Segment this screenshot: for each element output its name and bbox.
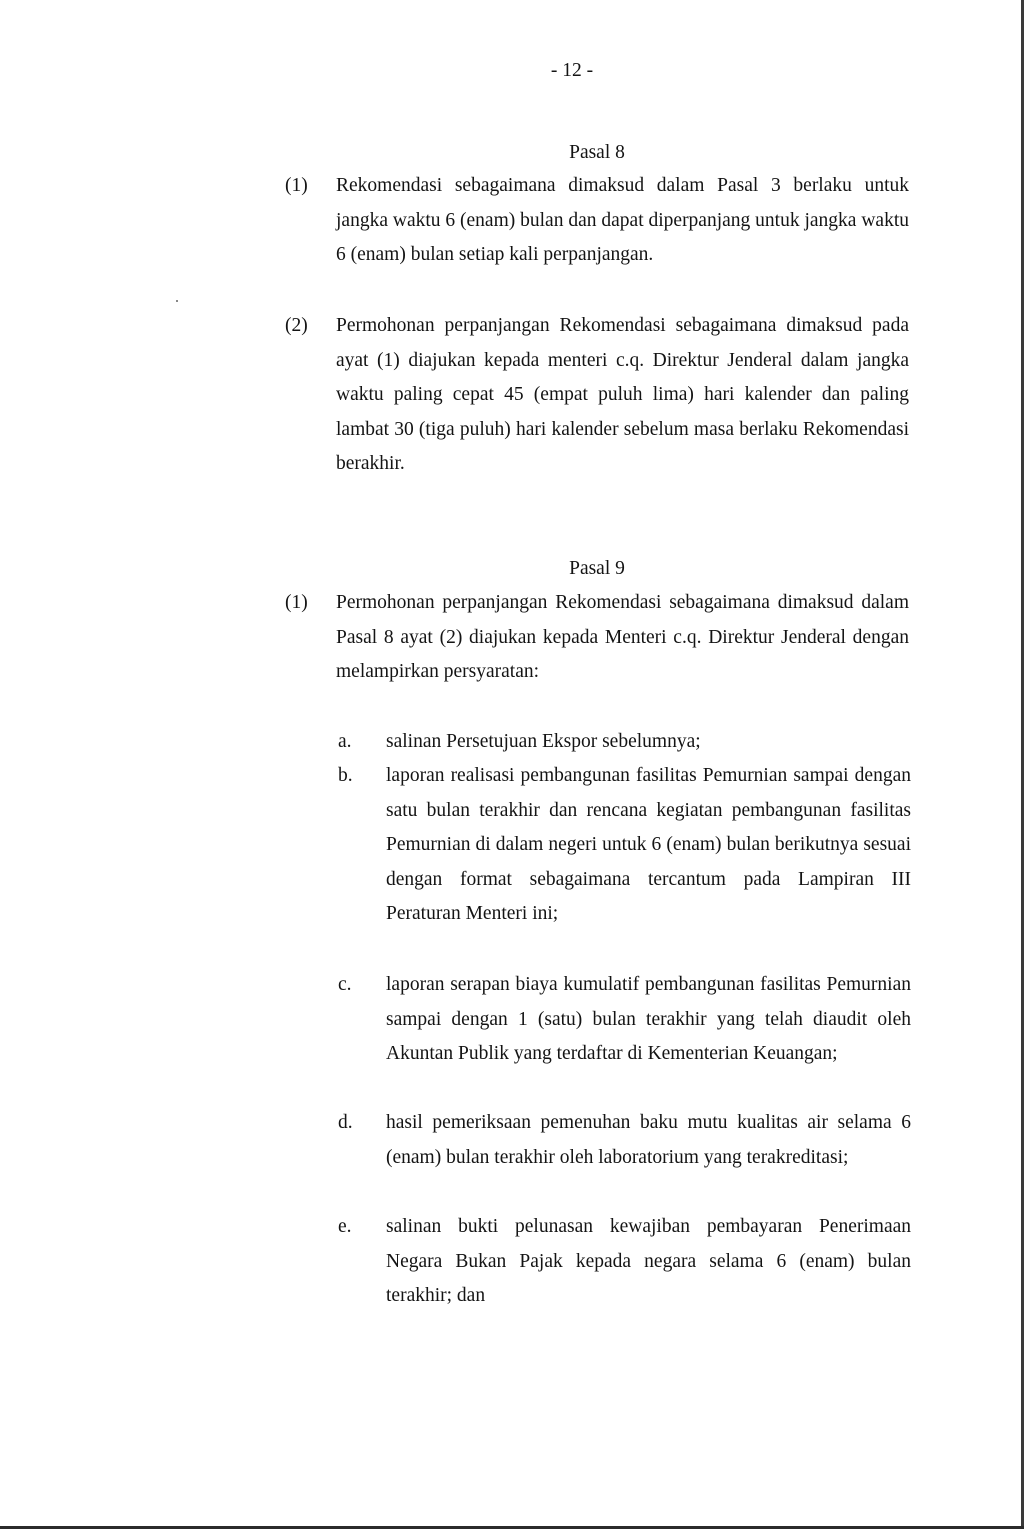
- list-item-text-e: salinan bukti pelunasan kewajiban pembayaran Penerimaan Negara Bukan Pajak kepada negara selama 6 (enam) bulan terakhir; dan: [386, 1216, 911, 1307]
- list-item-text-c: laporan serapan biaya kumulatif pembangunan fasilitas Pemurnian sampai dengan 1 (satu) bulan terakhir yang telah diaudit oleh Akuntan Publik yang terdaftar di Kementerian Keuangan;: [386, 974, 911, 1065]
- list-item-text-b: laporan realisasi pembangunan fasilitas Pemurnian sampai dengan satu bulan terakhir dan rencana kegiatan pembangunan fasilitas Pemurnian di dalam negeri untuk 6 (enam) bulan berikutnya sesuai dengan format sebagaimana tercantum pada Lampiran III Peraturan Menteri ini;: [386, 765, 911, 925]
- pasal-8-clause-1-text: Rekomendasi sebagaimana dimaksud dalam Pasal 3 berlaku untuk jangka waktu 6 (enam) bulan dan dapat diperpanjang untuk jangka waktu 6 (enam) bulan setiap kali perpanjangan.: [336, 175, 909, 266]
- pasal-8-clause-2-number: (2): [285, 315, 308, 336]
- scan-speck: [176, 300, 178, 302]
- list-item-letter-d: d.: [338, 1112, 353, 1133]
- list-item-letter-e: e.: [338, 1216, 352, 1237]
- pasal-9-clause-1-text: Permohonan perpanjangan Rekomendasi sebagaimana dimaksud dalam Pasal 8 ayat (2) diajukan kepada Menteri c.q. Direktur Jenderal dengan melampirkan persyaratan:: [336, 592, 909, 683]
- pasal-8-clause-1-number: (1): [285, 175, 308, 196]
- list-item-text-a: salinan Persetujuan Ekspor sebelumnya;: [386, 731, 701, 752]
- pasal-8-clause-2-text: Permohonan perpanjangan Rekomendasi sebagaimana dimaksud pada ayat (1) diajukan kepada menteri c.q. Direktur Jenderal dalam jangka waktu paling cepat 45 (empat puluh lima) hari kalender dan paling lambat 30 (tiga puluh) hari kalender sebelum masa berlaku Rekomendasi berakhir.: [336, 315, 909, 475]
- list-item-text-d: hasil pemeriksaan pemenuhan baku mutu kualitas air selama 6 (enam) bulan terakhir oleh laboratorium yang terakreditasi;: [386, 1112, 911, 1168]
- list-item-letter-a: a.: [338, 731, 352, 752]
- pasal-9-clause-1-number: (1): [285, 592, 308, 613]
- pasal-8-heading: Pasal 8: [569, 142, 625, 163]
- list-item-letter-b: b.: [338, 765, 353, 786]
- page-number: - 12 -: [550, 60, 594, 81]
- list-item-letter-c: c.: [338, 974, 352, 995]
- pasal-9-heading: Pasal 9: [569, 558, 625, 579]
